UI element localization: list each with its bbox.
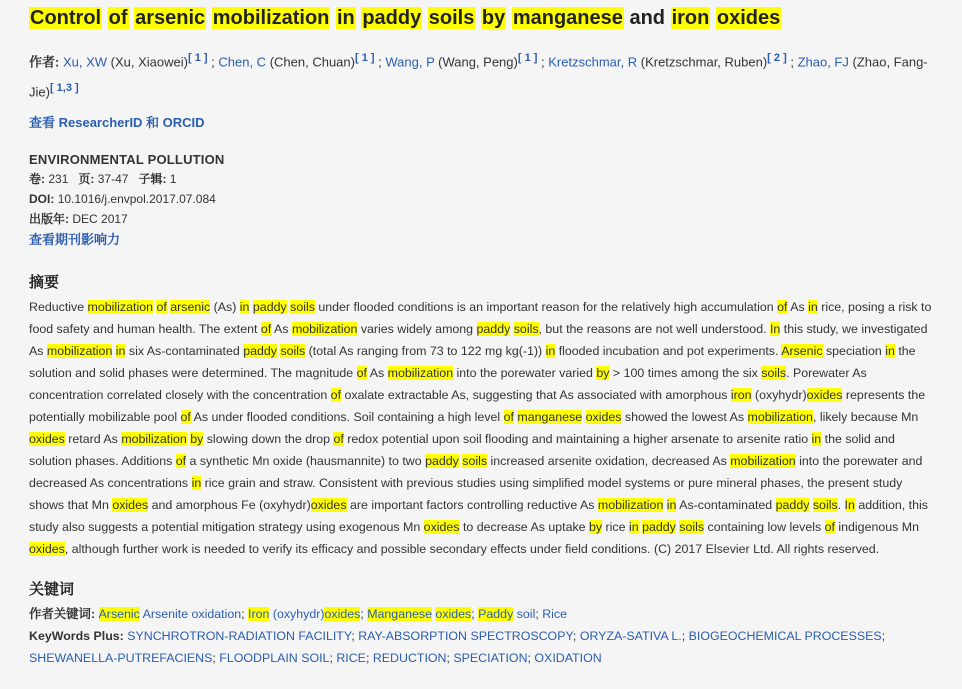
abstract-fragment: rice bbox=[602, 519, 629, 534]
keyword-separator: ; bbox=[471, 606, 479, 621]
author-keyword-link[interactable]: Iron bbox=[248, 606, 270, 621]
title-highlight: of bbox=[108, 7, 128, 29]
title-highlight: Control bbox=[30, 7, 102, 29]
author-keyword-link[interactable]: Rice bbox=[542, 606, 568, 621]
search-term-highlight: soils bbox=[290, 299, 315, 314]
search-term-highlight: mobilization bbox=[121, 431, 187, 446]
researcher-orcid-link[interactable]: 查看 ResearcherID 和 ORCID bbox=[29, 114, 205, 130]
keyword-separator: ; bbox=[681, 628, 689, 643]
search-term-highlight: in bbox=[885, 343, 895, 358]
doi-value: 10.1016/j.envpol.2017.07.084 bbox=[57, 191, 216, 206]
title-text bbox=[206, 7, 212, 29]
keyword-separator: ; bbox=[241, 606, 249, 621]
search-term-highlight: in bbox=[545, 343, 556, 358]
author-separator: ; bbox=[537, 54, 549, 70]
search-term-highlight: oxides bbox=[806, 387, 843, 402]
abstract-fragment: into the porewater and decreased As concentrations bbox=[29, 453, 923, 490]
keyword-plus-link[interactable]: OXIDATION bbox=[534, 650, 602, 665]
pubyear-value: DEC 2017 bbox=[72, 211, 128, 226]
search-term-highlight: mobilization bbox=[387, 365, 454, 380]
title-highlight: soils bbox=[428, 7, 475, 29]
author-link[interactable]: Xu, XW bbox=[62, 54, 108, 70]
abstract-fragment: rice grain and straw. Consistent with previous studies using simplified model systems or pure mineral phases, the present study shows that Mn bbox=[29, 475, 903, 512]
title-highlight: arsenic bbox=[135, 7, 206, 29]
volume-value: 231 bbox=[48, 171, 69, 186]
search-term-highlight: In bbox=[844, 497, 855, 512]
abstract-fragment: (oxyhydr) bbox=[751, 387, 807, 402]
search-term-highlight: in bbox=[811, 431, 822, 446]
search-term-highlight: mobilization bbox=[747, 409, 813, 424]
title-highlight: by bbox=[481, 7, 506, 29]
abstract-fragment: , but the reasons are not well understood. bbox=[538, 321, 770, 336]
search-term-highlight: of bbox=[330, 387, 342, 402]
search-term-highlight: mobilization bbox=[87, 299, 153, 314]
search-term-highlight: soils bbox=[280, 343, 306, 358]
search-term-highlight: mobilization bbox=[46, 343, 113, 358]
abstract-fragment: As bbox=[366, 365, 388, 380]
search-term-highlight: in bbox=[239, 299, 250, 314]
keywords-plus-label: KeyWords Plus: bbox=[29, 628, 124, 643]
author-separator: ; bbox=[786, 54, 798, 70]
pubyear-line bbox=[29, 209, 940, 229]
abstract-fragment: the solution and solid phases were determined. The magnitude bbox=[29, 343, 916, 380]
keyword-separator: ; bbox=[881, 628, 886, 643]
search-term-highlight: soils bbox=[812, 497, 838, 512]
abstract-fragment: As under flooded conditions. Soil containing a high level bbox=[190, 409, 504, 424]
abstract-heading: 摘要 bbox=[29, 273, 60, 291]
keyword-plus-link[interactable]: SPECIATION bbox=[453, 650, 528, 665]
abstract-fragment: oxalate extractable As, suggesting that As associated with amorphous bbox=[341, 387, 731, 402]
pages-label: 页: bbox=[78, 171, 95, 186]
search-term-highlight: of bbox=[180, 409, 191, 424]
search-term-highlight: by bbox=[190, 431, 204, 446]
title-text: and bbox=[623, 7, 671, 29]
author-keywords bbox=[29, 603, 940, 625]
keyword-plus-link[interactable]: ORYZA-SATIVA L. bbox=[579, 628, 682, 643]
author-keywords-label: 作者关键词: bbox=[29, 606, 96, 621]
search-term-highlight: soils bbox=[761, 365, 787, 380]
keyword-plus-link[interactable]: BIOGEOCHEMICAL PROCESSES bbox=[688, 628, 882, 643]
keyword-separator: ; bbox=[446, 650, 454, 665]
journal-impact-link[interactable]: 查看期刊影响力 bbox=[29, 231, 121, 247]
search-term-highlight: oxides bbox=[585, 409, 622, 424]
author-keyword-link[interactable]: Arsenic bbox=[98, 606, 140, 621]
abstract-fragment: under flooded conditions is an important reason for the relatively high accumulation bbox=[314, 299, 778, 314]
keyword-plus-link[interactable]: SHEWANELLA-PUTREFACIENS bbox=[29, 650, 213, 665]
author-keyword-link[interactable]: Paddy bbox=[478, 606, 514, 621]
search-term-highlight: soils bbox=[462, 453, 488, 468]
abstract-fragment: containing low levels bbox=[704, 519, 825, 534]
keyword-separator: ; bbox=[535, 606, 543, 621]
search-term-highlight: paddy bbox=[425, 453, 459, 468]
author-affiliation-ref[interactable]: [ 1 ] bbox=[354, 52, 375, 64]
search-term-highlight: of bbox=[156, 299, 167, 314]
search-term-highlight: mobilization bbox=[597, 497, 664, 512]
search-term-highlight: paddy bbox=[252, 299, 287, 314]
subbook-label: 子辑: bbox=[138, 171, 167, 186]
search-term-highlight: Arsenic bbox=[781, 343, 823, 358]
authors-label: 作者: bbox=[29, 54, 60, 70]
search-term-highlight: in bbox=[628, 519, 639, 534]
authors-line bbox=[29, 45, 940, 106]
keyword-plus-link[interactable]: REDUCTION bbox=[372, 650, 447, 665]
search-term-highlight: manganese bbox=[517, 409, 583, 424]
title-highlight: oxides bbox=[716, 7, 781, 29]
keyword-plus-link[interactable]: RAY-ABSORPTION SPECTROSCOPY bbox=[358, 628, 573, 643]
keyword-plus-link[interactable]: RICE bbox=[336, 650, 366, 665]
search-term-highlight: mobilization bbox=[730, 453, 796, 468]
abstract-fragment: to decrease As uptake bbox=[459, 519, 589, 534]
doi-label: DOI: bbox=[29, 191, 55, 206]
abstract-fragment: a synthetic Mn oxide (hausmannite) to two bbox=[186, 453, 426, 468]
volume-line bbox=[29, 169, 940, 189]
abstract-fragment: , although further work is needed to verify its efficacy and possible secondary effects under field conditions. (C) 2017 Elsevier Ltd. All rights reserved. bbox=[64, 541, 880, 556]
author-link[interactable]: Zhao, FJ bbox=[797, 54, 849, 70]
search-term-highlight: in bbox=[666, 497, 677, 512]
keyword-plus-link[interactable]: SYNCHROTRON-RADIATION FACILITY bbox=[127, 628, 352, 643]
search-term-highlight: paddy bbox=[775, 497, 810, 512]
journal-name[interactable]: ENVIRONMENTAL POLLUTION bbox=[29, 151, 225, 167]
author-keyword-link[interactable]: oxides bbox=[435, 606, 472, 621]
abstract-fragment: increased arsenite oxidation, decreased As bbox=[487, 453, 731, 468]
author-link[interactable]: Chen, C bbox=[218, 54, 267, 70]
search-term-highlight: iron bbox=[730, 387, 752, 402]
search-term-highlight: in bbox=[191, 475, 202, 490]
title-highlight: manganese bbox=[512, 7, 623, 29]
search-term-highlight: of bbox=[260, 321, 272, 336]
search-term-highlight: mobilization bbox=[291, 321, 358, 336]
abstract-fragment: . bbox=[837, 497, 845, 512]
author-fullname: (Xu, Xiaowei) bbox=[107, 54, 188, 70]
search-term-highlight: of bbox=[824, 519, 835, 534]
abstract-fragment: the solid and solution phases. Additions bbox=[29, 431, 895, 468]
keyword-separator: ; bbox=[572, 628, 580, 643]
abstract-fragment: retard As bbox=[64, 431, 122, 446]
search-term-highlight: of bbox=[175, 453, 187, 468]
volume-label: 卷: bbox=[29, 171, 45, 186]
search-term-highlight: of bbox=[777, 299, 788, 314]
abstract-fragment: are important factors controlling reductive As bbox=[346, 497, 598, 512]
abstract-fragment: Reductive bbox=[29, 299, 88, 314]
author-link[interactable]: Kretzschmar, R bbox=[548, 54, 638, 70]
title-highlight: iron bbox=[671, 7, 710, 29]
author-separator: ; bbox=[374, 54, 386, 70]
search-term-highlight: paddy bbox=[243, 343, 277, 358]
abstract-fragment: this study, we investigated As bbox=[29, 321, 928, 358]
abstract-fragment: As bbox=[787, 299, 809, 314]
keyword-separator: ; bbox=[527, 650, 535, 665]
author-keyword-link[interactable]: soil bbox=[513, 606, 536, 621]
abstract-fragment: rice, posing a risk to food safety and human health. The extent bbox=[29, 299, 932, 336]
author-affiliation-ref[interactable]: [ 2 ] bbox=[767, 52, 787, 64]
abstract-fragment: (As) bbox=[210, 299, 240, 314]
abstract-fragment: showed the lowest As bbox=[621, 409, 748, 424]
author-link[interactable]: Wang, P bbox=[385, 54, 435, 70]
author-keyword-link[interactable]: oxides bbox=[324, 606, 361, 621]
search-term-highlight: oxides bbox=[423, 519, 460, 534]
search-term-highlight: oxides bbox=[310, 497, 347, 512]
abstract-fragment: , likely because Mn bbox=[812, 409, 919, 424]
abstract-text bbox=[29, 296, 940, 560]
abstract-fragment: varies widely among bbox=[357, 321, 477, 336]
author-keyword-link[interactable]: (oxyhydr) bbox=[269, 606, 325, 621]
keyword-separator: ; bbox=[212, 650, 220, 665]
search-term-highlight: by bbox=[589, 519, 603, 534]
title-highlight: mobilization bbox=[212, 7, 330, 29]
abstract-fragment: slowing down the drop bbox=[203, 431, 334, 446]
search-term-highlight: in bbox=[808, 299, 818, 314]
keyword-separator: ; bbox=[351, 628, 359, 643]
search-term-highlight: oxides bbox=[29, 541, 65, 556]
search-term-highlight: paddy bbox=[642, 519, 676, 534]
page-title bbox=[29, 5, 940, 31]
search-term-highlight: soils bbox=[513, 321, 539, 336]
search-term-highlight: In bbox=[769, 321, 781, 336]
search-term-highlight: of bbox=[333, 431, 344, 446]
search-term-highlight: of bbox=[356, 365, 367, 380]
search-term-highlight: oxides bbox=[29, 431, 65, 446]
keywords-heading: 关键词 bbox=[29, 580, 75, 598]
abstract-fragment: (total As ranging from 73 to 122 mg kg(-1)) bbox=[305, 343, 546, 358]
search-term-highlight: by bbox=[596, 365, 610, 380]
pages-value: 37-47 bbox=[97, 171, 129, 186]
abstract-fragment: indigenous Mn bbox=[834, 519, 919, 534]
author-fullname: (Zhao, Fang-Jie) bbox=[29, 54, 928, 100]
author-fullname: (Kretzschmar, Ruben) bbox=[637, 54, 768, 70]
pubyear-label: 出版年: bbox=[29, 211, 69, 226]
abstract-fragment: addition, this study also suggests a potential mitigation strategy using exogenous Mn bbox=[29, 497, 928, 534]
abstract-fragment: represents the potentially mobilizable pool bbox=[29, 387, 926, 424]
search-term-highlight: oxides bbox=[112, 497, 149, 512]
title-text bbox=[102, 7, 108, 29]
abstract-fragment: into the porewater varied bbox=[453, 365, 597, 380]
search-term-highlight: arsenic bbox=[170, 299, 211, 314]
search-term-highlight: in bbox=[115, 343, 126, 358]
abstract-fragment: As-contaminated bbox=[676, 497, 776, 512]
abstract-fragment: six As-contaminated bbox=[125, 343, 244, 358]
author-fullname: (Chen, Chuan) bbox=[266, 54, 355, 70]
abstract-fragment: redox potential upon soil flooding and maintaining a higher arsenate to arsenite ratio bbox=[343, 431, 812, 446]
author-affiliation-ref[interactable]: [ 1 ] bbox=[187, 52, 208, 64]
doi-line bbox=[29, 189, 940, 209]
subbook-value: 1 bbox=[169, 171, 177, 186]
author-affiliation-ref[interactable]: [ 1,3 ] bbox=[49, 82, 79, 95]
search-term-highlight: paddy bbox=[476, 321, 511, 336]
abstract-fragment: . Porewater As concentration correlated closely with the concentration bbox=[29, 365, 867, 402]
search-term-highlight: soils bbox=[679, 519, 705, 534]
title-text bbox=[422, 7, 428, 29]
author-separator: ; bbox=[207, 54, 219, 70]
abstract-fragment: flooded incubation and pot experiments. bbox=[555, 343, 782, 358]
abstract-fragment: As bbox=[271, 321, 292, 336]
author-fullname: (Wang, Peng) bbox=[434, 54, 518, 70]
author-keyword-link[interactable]: Arsenite oxidation bbox=[139, 606, 242, 621]
abstract-fragment: > 100 times among the six bbox=[609, 365, 762, 380]
keyword-plus-link[interactable]: FLOODPLAIN SOIL bbox=[219, 650, 330, 665]
keyword-separator: ; bbox=[360, 606, 368, 621]
keywords-plus bbox=[29, 625, 940, 669]
keyword-separator: ; bbox=[329, 650, 337, 665]
author-keyword-link[interactable]: Manganese bbox=[367, 606, 432, 621]
author-affiliation-ref[interactable]: [ 1 ] bbox=[517, 52, 538, 64]
title-highlight: paddy bbox=[362, 7, 422, 29]
search-term-highlight: of bbox=[503, 409, 514, 424]
title-highlight: in bbox=[336, 7, 355, 29]
abstract-fragment: and amorphous Fe (oxyhydr) bbox=[148, 497, 311, 512]
keyword-separator: ; bbox=[365, 650, 373, 665]
abstract-fragment: speciation bbox=[822, 343, 886, 358]
title-text bbox=[506, 7, 512, 29]
